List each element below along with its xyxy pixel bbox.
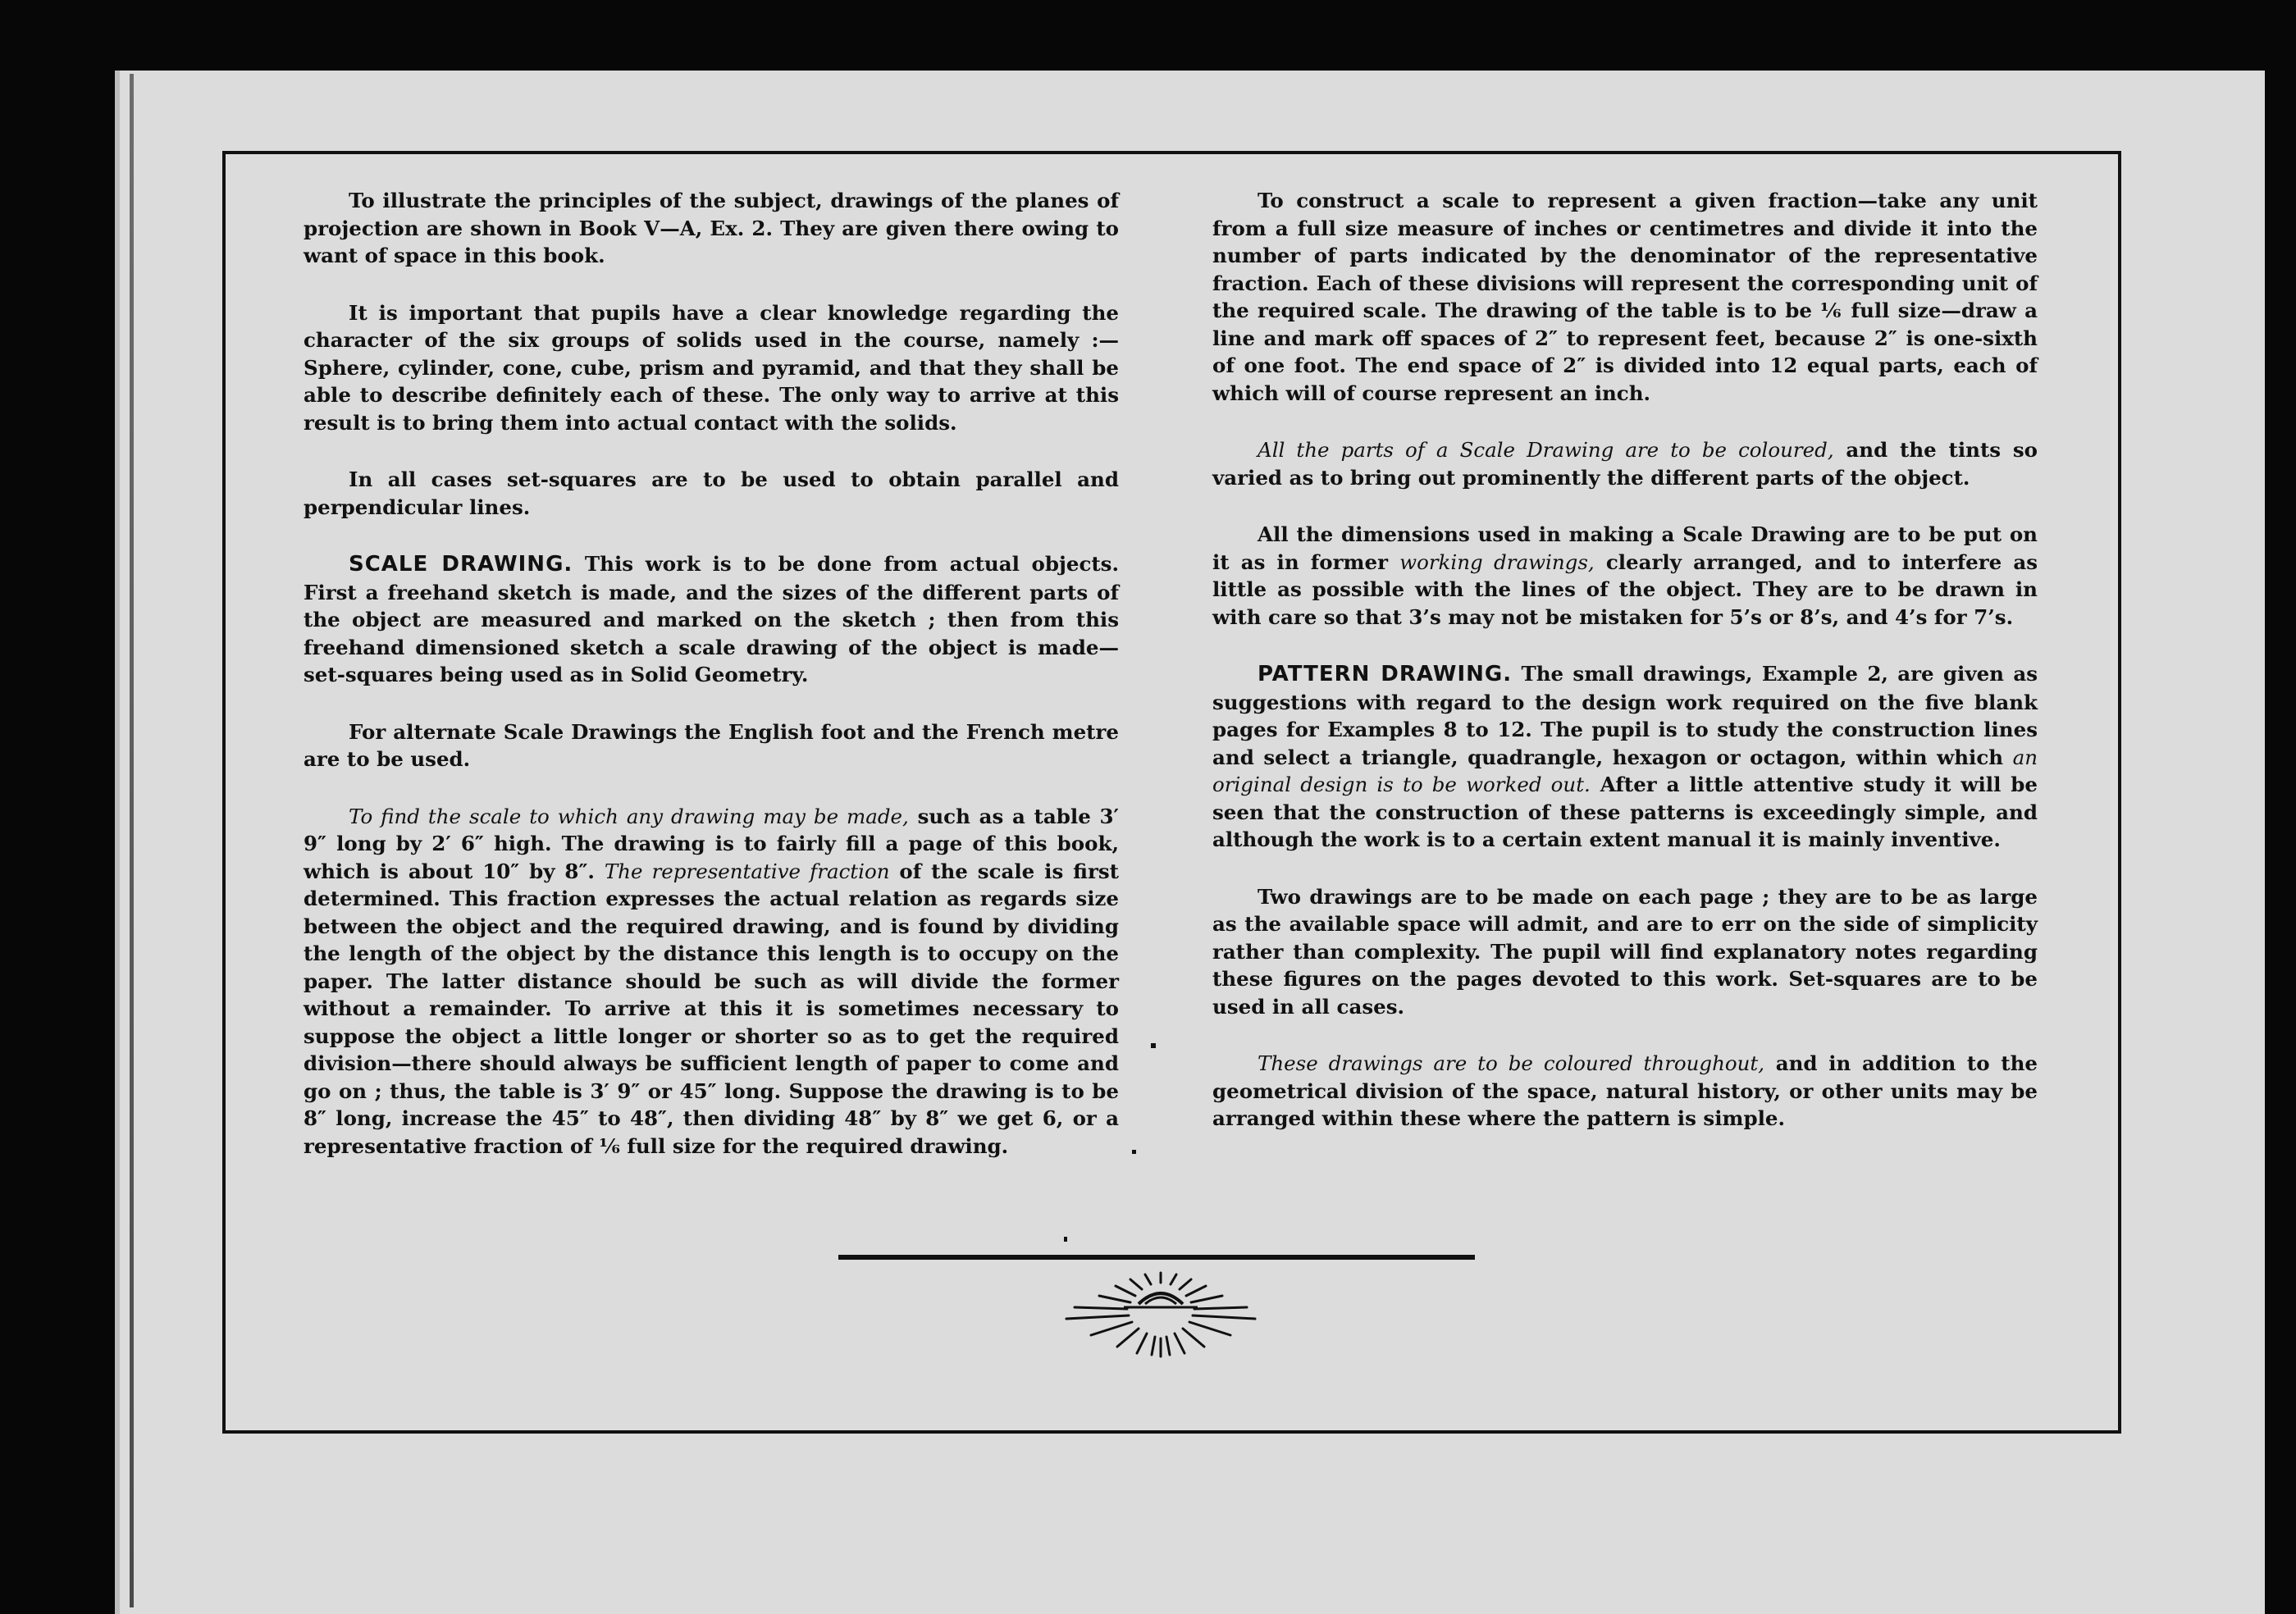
paragraph-throughout — [1212, 1050, 2038, 1133]
coloured-text: and the tints so varied as to bring out prominently the different parts of the object. — [1212, 438, 2038, 490]
pattern-text-b: After a little attentive study it will be seen that the construction of these patterns is exceedingly simple, and although the work is to a certain extent manual it is mainly inventive. — [1212, 773, 2038, 851]
heading-scale-drawing: SCALE DRAWING. — [349, 552, 573, 577]
speck — [1132, 1150, 1136, 1154]
find-scale-text-b: of the scale is first determined. This fraction expresses the actual relation as regards size between the object and the required drawing, and is found by dividing the length of the object by the distance this length is to occupy on the paper. The latter distance should be such as will divide the former without a remainder. To arrive at this it is sometimes necessary to suppose the object a little longer or shorter so as to get the required division—there should always be sufficient length of paper to come and go on ; thus, the table is 3′ 9″ or 45″ long. Suppose the drawing is to be 8″ long, increase the 45″ to 48″, then dividing 48″ by 8″ we get 6, or a representative fraction of ⅙ full size for the required drawing. — [304, 859, 1119, 1158]
speck — [1064, 1237, 1067, 1242]
heading-pattern-drawing: PATTERN DRAWING. — [1258, 662, 1513, 686]
paragraph-find-scale — [304, 803, 1119, 1160]
coloured-italic: All the parts of a Scale Drawing are to be coloured, — [1258, 438, 1834, 462]
paragraph-solids: It is important that pupils have a clear knowledge regarding the character of the six groups of solids used in the course, namely :—Sphere, cylinder, cone, cube, prism and pyramid, and that they shall be able to describe definitely each of these. The only way to arrive at this result is to bring them into actual contact with the solids. — [304, 300, 1119, 435]
left-column — [304, 187, 1119, 1189]
dimensions-text-a: All the dimensions used in making a Scale Drawing are to be put on it as in former — [1212, 522, 2038, 574]
find-scale-italic-b: The representative fraction — [604, 859, 890, 883]
find-scale-text-a: such as a table 3′ 9″ long by 2′ 6″ high. The drawing is to fairly fill a page of this book, which is about 10″ by 8″. — [304, 804, 1119, 883]
paragraph-scale-drawing — [304, 550, 1119, 689]
find-scale-italic: To find the scale to which any drawing may be made, — [349, 804, 909, 828]
paragraph-dimensions — [1212, 521, 2038, 631]
paragraph-setsquares: In all cases set-squares are to be used to obtain parallel and perpendicular lines. — [304, 467, 1119, 519]
dimensions-text-b: clearly arranged, and to interfere as little as possible with the lines of the object. They are to be drawn in with care so that 3’s may not be mistaken for 5’s or 8’s, and 4’s for 7’s. — [1212, 549, 2038, 629]
book-spine — [130, 74, 134, 1607]
paragraph-coloured — [1212, 436, 2038, 491]
pattern-text-a: The small drawings, Example 2, are given as suggestions with regard to the design work required on the five blank pages for Examples 8 to 12. The pupil is to study the construction lines and select a triangle, quadrangle, hexagon or octagon, within which — [1212, 662, 2038, 769]
throughout-text: and in addition to the geometrical division of the space, natural history, or other units may be arranged within these where the pattern is simple. — [1212, 1051, 2038, 1130]
paragraph-construct: To construct a scale to represent a given fraction—take any unit from a full size measure of inches or centimetres and divide it into the number of parts indicated by the denominator of the representative fraction. Each of these divisions will represent the corresponding unit of the required scale. The drawing of the table is to be ⅙ full size—draw a line and mark off spaces of 2″ to represent feet, because 2″ is one-sixth of one foot. The end space of 2″ is divided into 12 equal parts, each of which will of course represent an inch. — [1212, 189, 2038, 405]
paragraph-alternate: For alternate Scale Drawings the English foot and the French metre are to be used. — [304, 719, 1119, 771]
paragraph-intro: To illustrate the principles of the subject, drawings of the planes of projection are shown in Book V—A, Ex. 2. They are given there owing to want of space in this book. — [304, 189, 1119, 267]
speck — [1151, 1043, 1156, 1048]
throughout-italic: These drawings are to be coloured throughout, — [1258, 1051, 1765, 1075]
dimensions-italic: working drawings, — [1399, 549, 1595, 574]
decorative-rule — [838, 1255, 1475, 1260]
right-column — [1212, 187, 2038, 1162]
paragraph-pattern-drawing — [1212, 660, 2038, 854]
scale-drawing-text: This work is to be done from actual objects. First a freehand sketch is made, and the sizes of the different parts of the object are measured and marked on the sketch ; then from this freehand dimensioned sketch a scale drawing of the object is made—set-squares being used as in Solid Geometry. — [304, 552, 1120, 686]
paragraph-two-drawings: Two drawings are to be made on each page ; they are to be as large as the available space will admit, and are to err on the side of simplicity rather than complexity. The pupil will find explanatory notes regarding these figures on the pages devoted to this work. Set-squares are to be used in all cases. — [1212, 884, 2038, 1019]
sunburst-ornament-icon — [1042, 1268, 1280, 1358]
pattern-italic: an original design is to be worked out. — [1212, 745, 2038, 796]
